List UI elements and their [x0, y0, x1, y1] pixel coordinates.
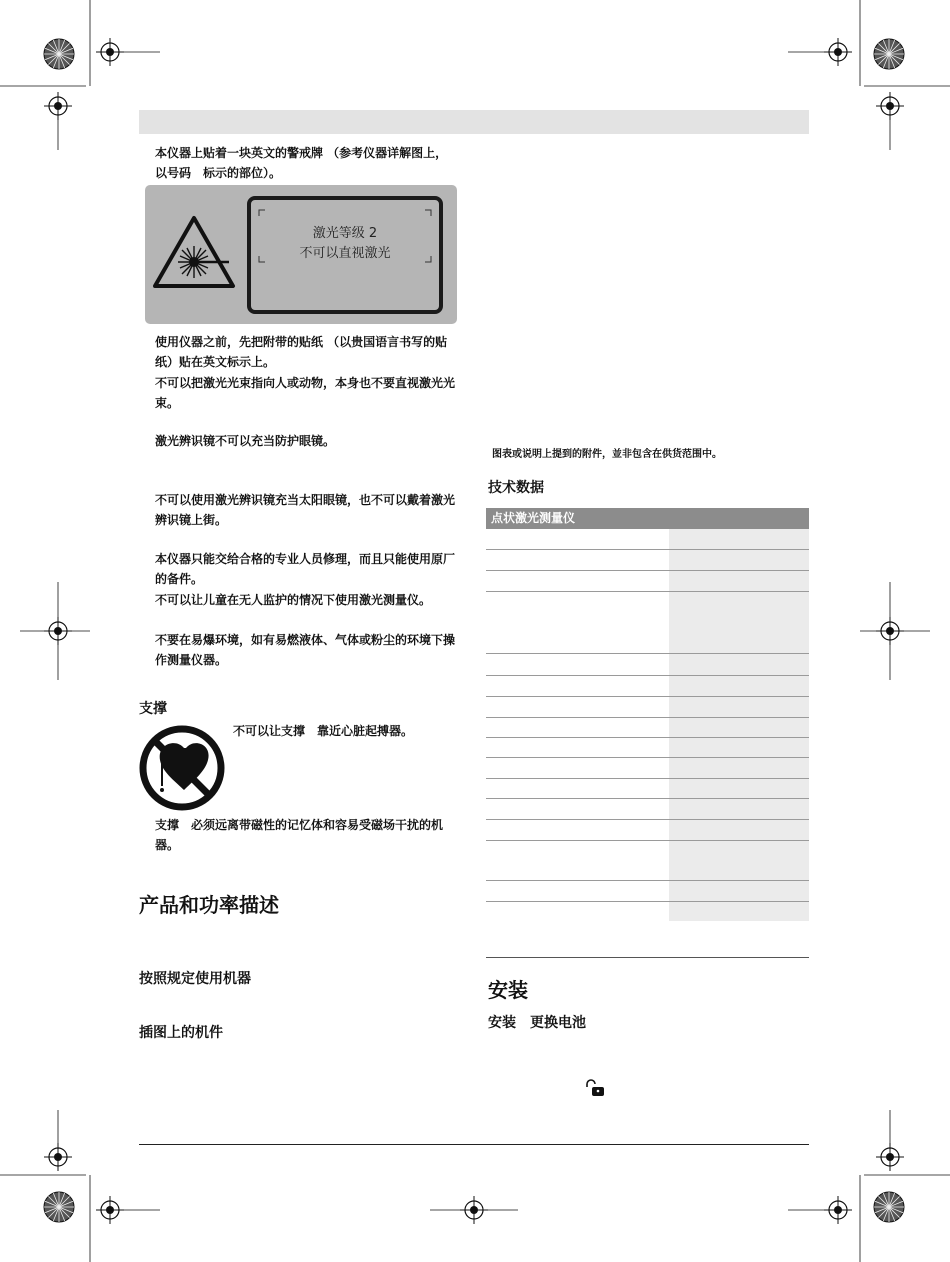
no-pacemaker-icon: [138, 724, 226, 812]
intended-use-heading: 按照规定使用机器: [139, 971, 251, 987]
spec-row-divider: [486, 901, 809, 902]
tech-data-heading: 技术数据: [488, 480, 544, 496]
safety-paragraph-3: 激光辨识镜不可以充当防护眼镜。: [155, 434, 336, 448]
safety-paragraph-7: 不要在易爆环境，如有易燃液体、气体或粉尘的环境下操作测量仪器。: [155, 633, 456, 667]
spec-row-divider: [486, 880, 809, 881]
section-rule: [486, 957, 809, 958]
spec-row-divider: [486, 757, 809, 758]
spec-row-divider: [486, 798, 809, 799]
product-description-heading: 产品和功率描述: [139, 893, 279, 917]
spec-table-title: 点状激光测量仪: [486, 508, 809, 529]
illustrated-components-heading: 插图上的机件: [139, 1025, 223, 1041]
laser-class-label: [247, 196, 443, 314]
running-header-bar: [139, 110, 809, 134]
spec-row-divider: [486, 819, 809, 820]
safety-paragraph-4: 不可以使用激光辨识镜充当太阳眼镜，也不可以戴着激光辨识镜上街。: [155, 493, 456, 527]
battery-heading: 安装 更换电池: [488, 1015, 586, 1031]
magnetic-warning: 支撑 必须远离带磁性的记忆体和容易受磁场干扰的机器。: [155, 818, 444, 852]
laser-hazard-icon: [151, 212, 237, 292]
spec-row-divider: [486, 737, 809, 738]
pacemaker-warning: 不可以让支撑 靠近心脏起搏器。: [233, 724, 414, 738]
unlock-icon: [585, 1079, 607, 1097]
support-heading: 支撑: [139, 701, 167, 717]
safety-paragraph-2: 不可以把激光光束指向人或动物，本身也不要直视激光光束。: [155, 376, 456, 410]
spec-values-column: [669, 529, 809, 921]
safety-paragraph-5: 本仪器只能交给合格的专业人员修理，而且只能使用原厂的备件。: [155, 552, 456, 586]
spec-row-divider: [486, 778, 809, 779]
safety-paragraph-6: 不可以让儿童在无人监护的情况下使用激光测量仪。: [155, 593, 432, 607]
laser-class-line1: 激光等级 2: [312, 226, 378, 241]
spec-row-divider: [486, 653, 809, 654]
spec-row-divider: [486, 840, 809, 841]
spec-row-divider: [486, 675, 809, 676]
accessories-note: 图表或说明上提到的附件，並非包含在供货范围中。: [492, 449, 722, 460]
spec-row-divider: [486, 696, 809, 697]
spec-row-divider: [486, 717, 809, 718]
spec-row-divider: [486, 591, 809, 592]
warning-label-intro: 本仪器上贴着一块英文的警戒牌 （参考仪器详解图上，以号码 标示的部位）。: [155, 146, 448, 180]
spec-row-divider: [486, 570, 809, 571]
safety-paragraph-1: 使用仪器之前，先把附带的贴纸 （以贵国语言书写的贴纸）贴在英文标示上。: [155, 335, 448, 369]
spec-row-divider: [486, 549, 809, 550]
installation-heading: 安装: [488, 978, 528, 1002]
laser-class-line2: 不可以直视激光: [299, 246, 391, 261]
footer-rule: [139, 1144, 809, 1145]
